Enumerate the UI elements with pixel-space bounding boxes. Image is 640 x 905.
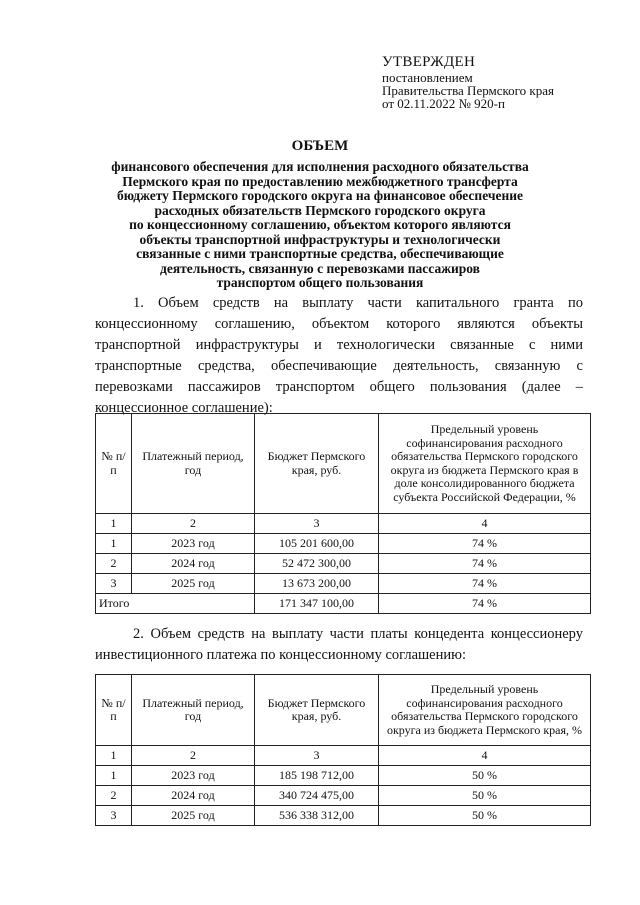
document-subtitle — [80, 160, 560, 291]
subtitle-line: связанные с ними транспортные средства, обеспечивающие — [136, 246, 504, 261]
header-budget: Бюджет Пермского края, руб. — [255, 675, 379, 746]
subtitle-line: по концессионному соглашению, объектом которого являются — [129, 217, 511, 232]
table-cell: 2023 год — [132, 534, 255, 554]
header-period: Платежный период, год — [132, 675, 255, 746]
table-cell: 2024 год — [132, 786, 255, 806]
total-row — [96, 594, 591, 614]
subtitle-line: объекты транспортной инфраструктуры и технологически — [139, 231, 501, 247]
table-cell: 2 — [132, 514, 255, 534]
column-numbering-row — [96, 746, 591, 766]
table-cell: 74 % — [379, 554, 591, 574]
table-header-row — [96, 675, 591, 746]
header-number: № п/п — [96, 675, 132, 746]
table-cell: 105 201 600,00 — [255, 534, 379, 554]
table-cell: 2024 год — [132, 554, 255, 574]
table-cell: 1 — [96, 514, 132, 534]
approval-heading: УТВЕРЖДЕН — [382, 54, 476, 70]
header-cofinancing-level: Предельный уровень софинансирования расходного обязательства Пермского городского округа из бюджета Пермского края в доле консолидированного бюджета субъекта Российской Федерации, % — [379, 414, 591, 514]
table-cell: 50 % — [379, 806, 591, 826]
table-row — [96, 766, 591, 786]
table-cell: 52 472 300,00 — [255, 554, 379, 574]
table-cell: 1 — [96, 746, 132, 766]
table-cell: 74 % — [379, 534, 591, 554]
total-label: Итого — [96, 594, 255, 614]
table-row — [96, 554, 591, 574]
column-numbering-row — [96, 514, 591, 534]
table-cell: 2023 год — [132, 766, 255, 786]
table-cell: 50 % — [379, 786, 591, 806]
header-period: Платежный период, год — [132, 414, 255, 514]
table-cell: 3 — [96, 574, 132, 594]
table-cell: 340 724 475,00 — [255, 786, 379, 806]
table-cell: 536 338 312,00 — [255, 806, 379, 826]
table-cell: 3 — [255, 746, 379, 766]
table-cell: 1 — [96, 766, 132, 786]
table-cell: 13 673 200,00 — [255, 574, 379, 594]
header-budget: Бюджет Пермского края, руб. — [255, 414, 379, 514]
table-cell: 2025 год — [132, 574, 255, 594]
approval-line-4: от 02.11.2022 № 920-п — [382, 96, 505, 111]
table-row — [96, 786, 591, 806]
approval-line-3: Правительства Пермского края — [382, 83, 554, 98]
header-number: № п/п — [96, 414, 132, 514]
table-cell: 2 — [132, 746, 255, 766]
table-row — [96, 574, 591, 594]
investment-payment-table — [95, 674, 591, 826]
subtitle-line: бюджету Пермского городского округа на финансовое обеспечение — [116, 188, 524, 203]
table-header-row — [96, 414, 591, 514]
table-cell: 2 — [96, 786, 132, 806]
table-cell: 2 — [96, 554, 132, 574]
table-row — [96, 806, 591, 826]
table-cell: 4 — [379, 746, 591, 766]
subtitle-line: транспортом общего пользования — [216, 275, 424, 290]
table-cell: 4 — [379, 514, 591, 534]
header-cofinancing-level: Предельный уровень софинансирования расходного обязательства Пермского городского округа из бюджета Пермского края, % — [379, 675, 591, 746]
approval-line-2: постановлением — [382, 70, 473, 85]
table-cell: 185 198 712,00 — [255, 766, 379, 786]
total-budget: 171 347 100,00 — [255, 594, 379, 614]
table-cell: 2025 год — [132, 806, 255, 826]
subtitle-line: финансового обеспечения для исполнения расходного обязательства — [111, 159, 529, 174]
paragraph-1: 1. Объем средств на выплату части капитального гранта по концессионному соглашению, объектом которого являются объекты транспортной инфраструктуры и технологически связанные с ними транспортные средства, обеспечивающие деятельность, связанную с перевозками пассажиров транспортом общего пользования (далее – концессионное соглашение): — [95, 295, 583, 416]
table-cell: 3 — [255, 514, 379, 534]
document-title: ОБЪЕМ — [291, 138, 349, 154]
table-cell: 3 — [96, 806, 132, 826]
table-cell: 1 — [96, 534, 132, 554]
subtitle-line: расходных обязательств Пермского городского округа — [154, 202, 486, 218]
capital-grant-table — [95, 413, 591, 614]
subtitle-line: деятельность, связанную с перевозками пассажиров — [160, 260, 480, 276]
paragraph-2: 2. Объем средств на выплату части платы концедента концессионеру инвестиционного платежа по концессионному соглашению: — [95, 626, 583, 663]
total-cofinancing: 74 % — [379, 594, 591, 614]
table-row — [96, 534, 591, 554]
subtitle-line: Пермского края по предоставлению межбюджетного трансферта — [122, 173, 518, 189]
approval-stamp — [382, 54, 554, 110]
table-cell: 74 % — [379, 574, 591, 594]
table-cell: 50 % — [379, 766, 591, 786]
